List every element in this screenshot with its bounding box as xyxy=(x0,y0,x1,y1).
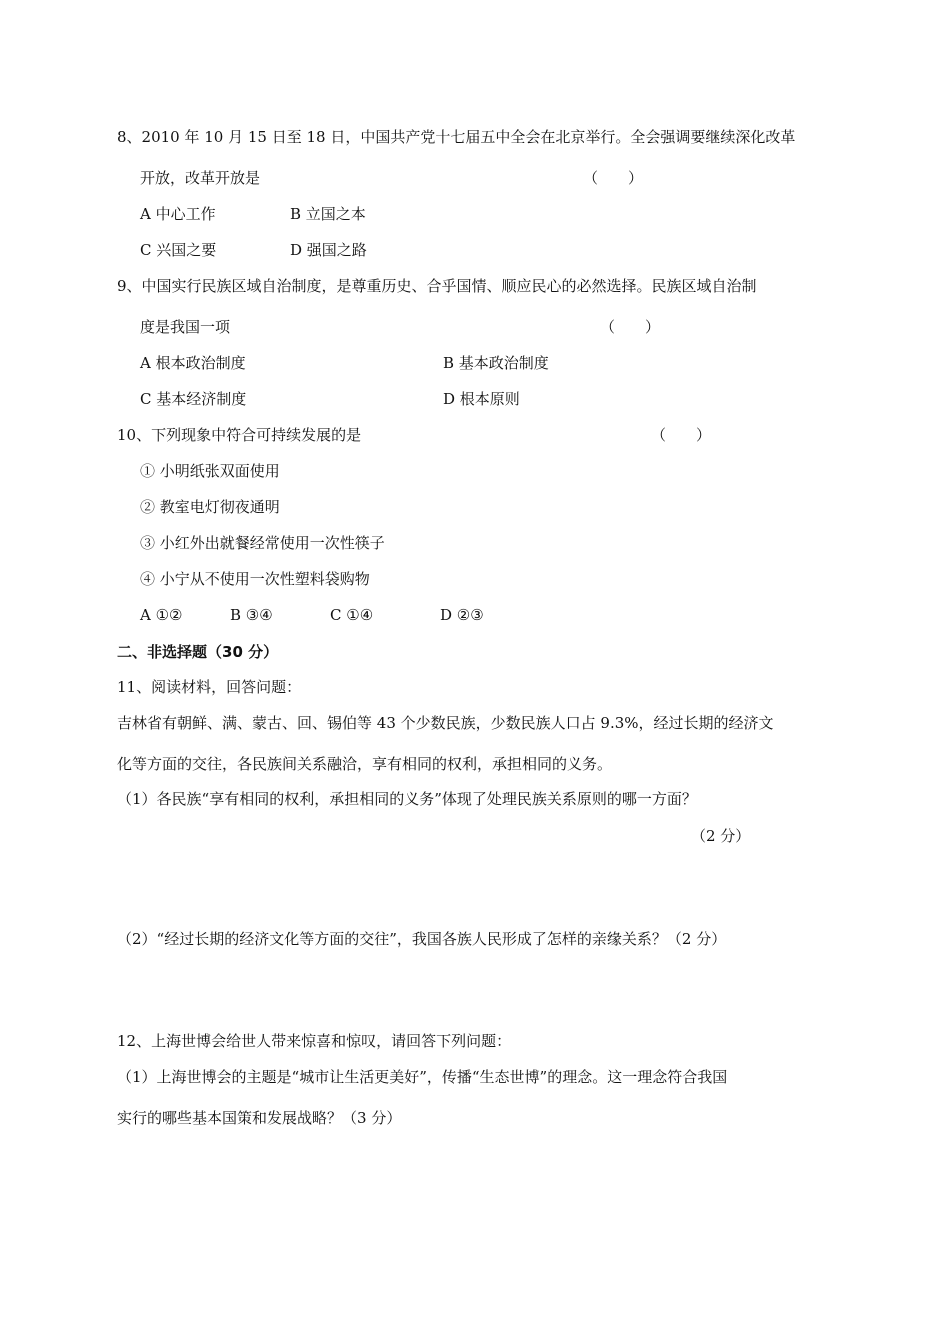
q8-option-d: D 强国之路 xyxy=(290,241,367,259)
q10-item-3: ③ 小红外出就餐经常使用一次性筷子 xyxy=(140,534,385,552)
q10-item-1: ① 小明纸张双面使用 xyxy=(140,462,280,480)
q11-subquestion-1: （1）各民族“享有相同的权利，承担相同的义务”体现了处理民族关系原则的哪一方面？ xyxy=(117,790,697,808)
q10-item-2: ② 教室电灯彻夜通明 xyxy=(140,498,280,516)
section-2-heading: 二、非选择题（30 分） xyxy=(117,643,279,661)
q8-option-a: A 中心工作 xyxy=(140,205,216,223)
q10-option-a: A ①② xyxy=(140,606,183,624)
q9-option-a: A 根本政治制度 xyxy=(140,354,246,372)
q12-stem: 12、上海世博会给世人带来惊喜和惊叹，请回答下列问题： xyxy=(117,1032,512,1050)
q8-answer-paren: （ ） xyxy=(583,169,644,187)
q8-stem-line1: 8、2010 年 10 月 15 日至 18 日，中国共产党十七届五中全会在北京举行。全会强调要继续深化改革 xyxy=(117,128,796,146)
q9-option-b: B 基本政治制度 xyxy=(443,354,549,372)
q10-option-d: D ②③ xyxy=(440,606,484,624)
q9-option-c: C 基本经济制度 xyxy=(140,390,247,408)
q10-option-b: B ③④ xyxy=(230,606,273,624)
q11-stem: 11、阅读材料，回答问题： xyxy=(117,678,302,696)
q8-option-b: B 立国之本 xyxy=(290,205,366,223)
q8-option-c: C 兴国之要 xyxy=(140,241,217,259)
q10-option-c: C ①④ xyxy=(330,606,374,624)
q10-answer-paren: （ ） xyxy=(651,426,712,444)
q9-stem-line1: 9、中国实行民族区域自治制度，是尊重历史、合乎国情、顺应民心的必然选择。民族区域自治制 xyxy=(117,277,757,295)
q11-subquestion-1-score: （2 分） xyxy=(691,827,751,845)
q11-subquestion-2: （2）“经过长期的经济文化等方面的交往”，我国各族人民形成了怎样的亲缘关系？（2 分） xyxy=(117,930,727,948)
q8-stem-line2: 开放，改革开放是 xyxy=(140,169,261,187)
q9-answer-paren: （ ） xyxy=(600,318,661,336)
q11-material-line1: 吉林省有朝鲜、满、蒙古、回、锡伯等 43 个少数民族，少数民族人口占 9.3%，经过长期的经济文 xyxy=(117,714,774,732)
q9-option-d: D 根本原则 xyxy=(443,390,520,408)
q9-stem-line2: 度是我国一项 xyxy=(140,318,231,336)
q10-stem: 10、下列现象中符合可持续发展的是 xyxy=(117,426,362,444)
q10-item-4: ④ 小宁从不使用一次性塑料袋购物 xyxy=(140,570,370,588)
q11-material-line2: 化等方面的交往，各民族间关系融洽，享有相同的权利，承担相同的义务。 xyxy=(117,755,613,773)
q12-subquestion-1-line2: 实行的哪些基本国策和发展战略？（3 分） xyxy=(117,1109,402,1127)
q12-subquestion-1-line1: （1）上海世博会的主题是“城市让生活更美好”，传播“生态世博”的理念。这一理念符合我国 xyxy=(117,1068,728,1086)
